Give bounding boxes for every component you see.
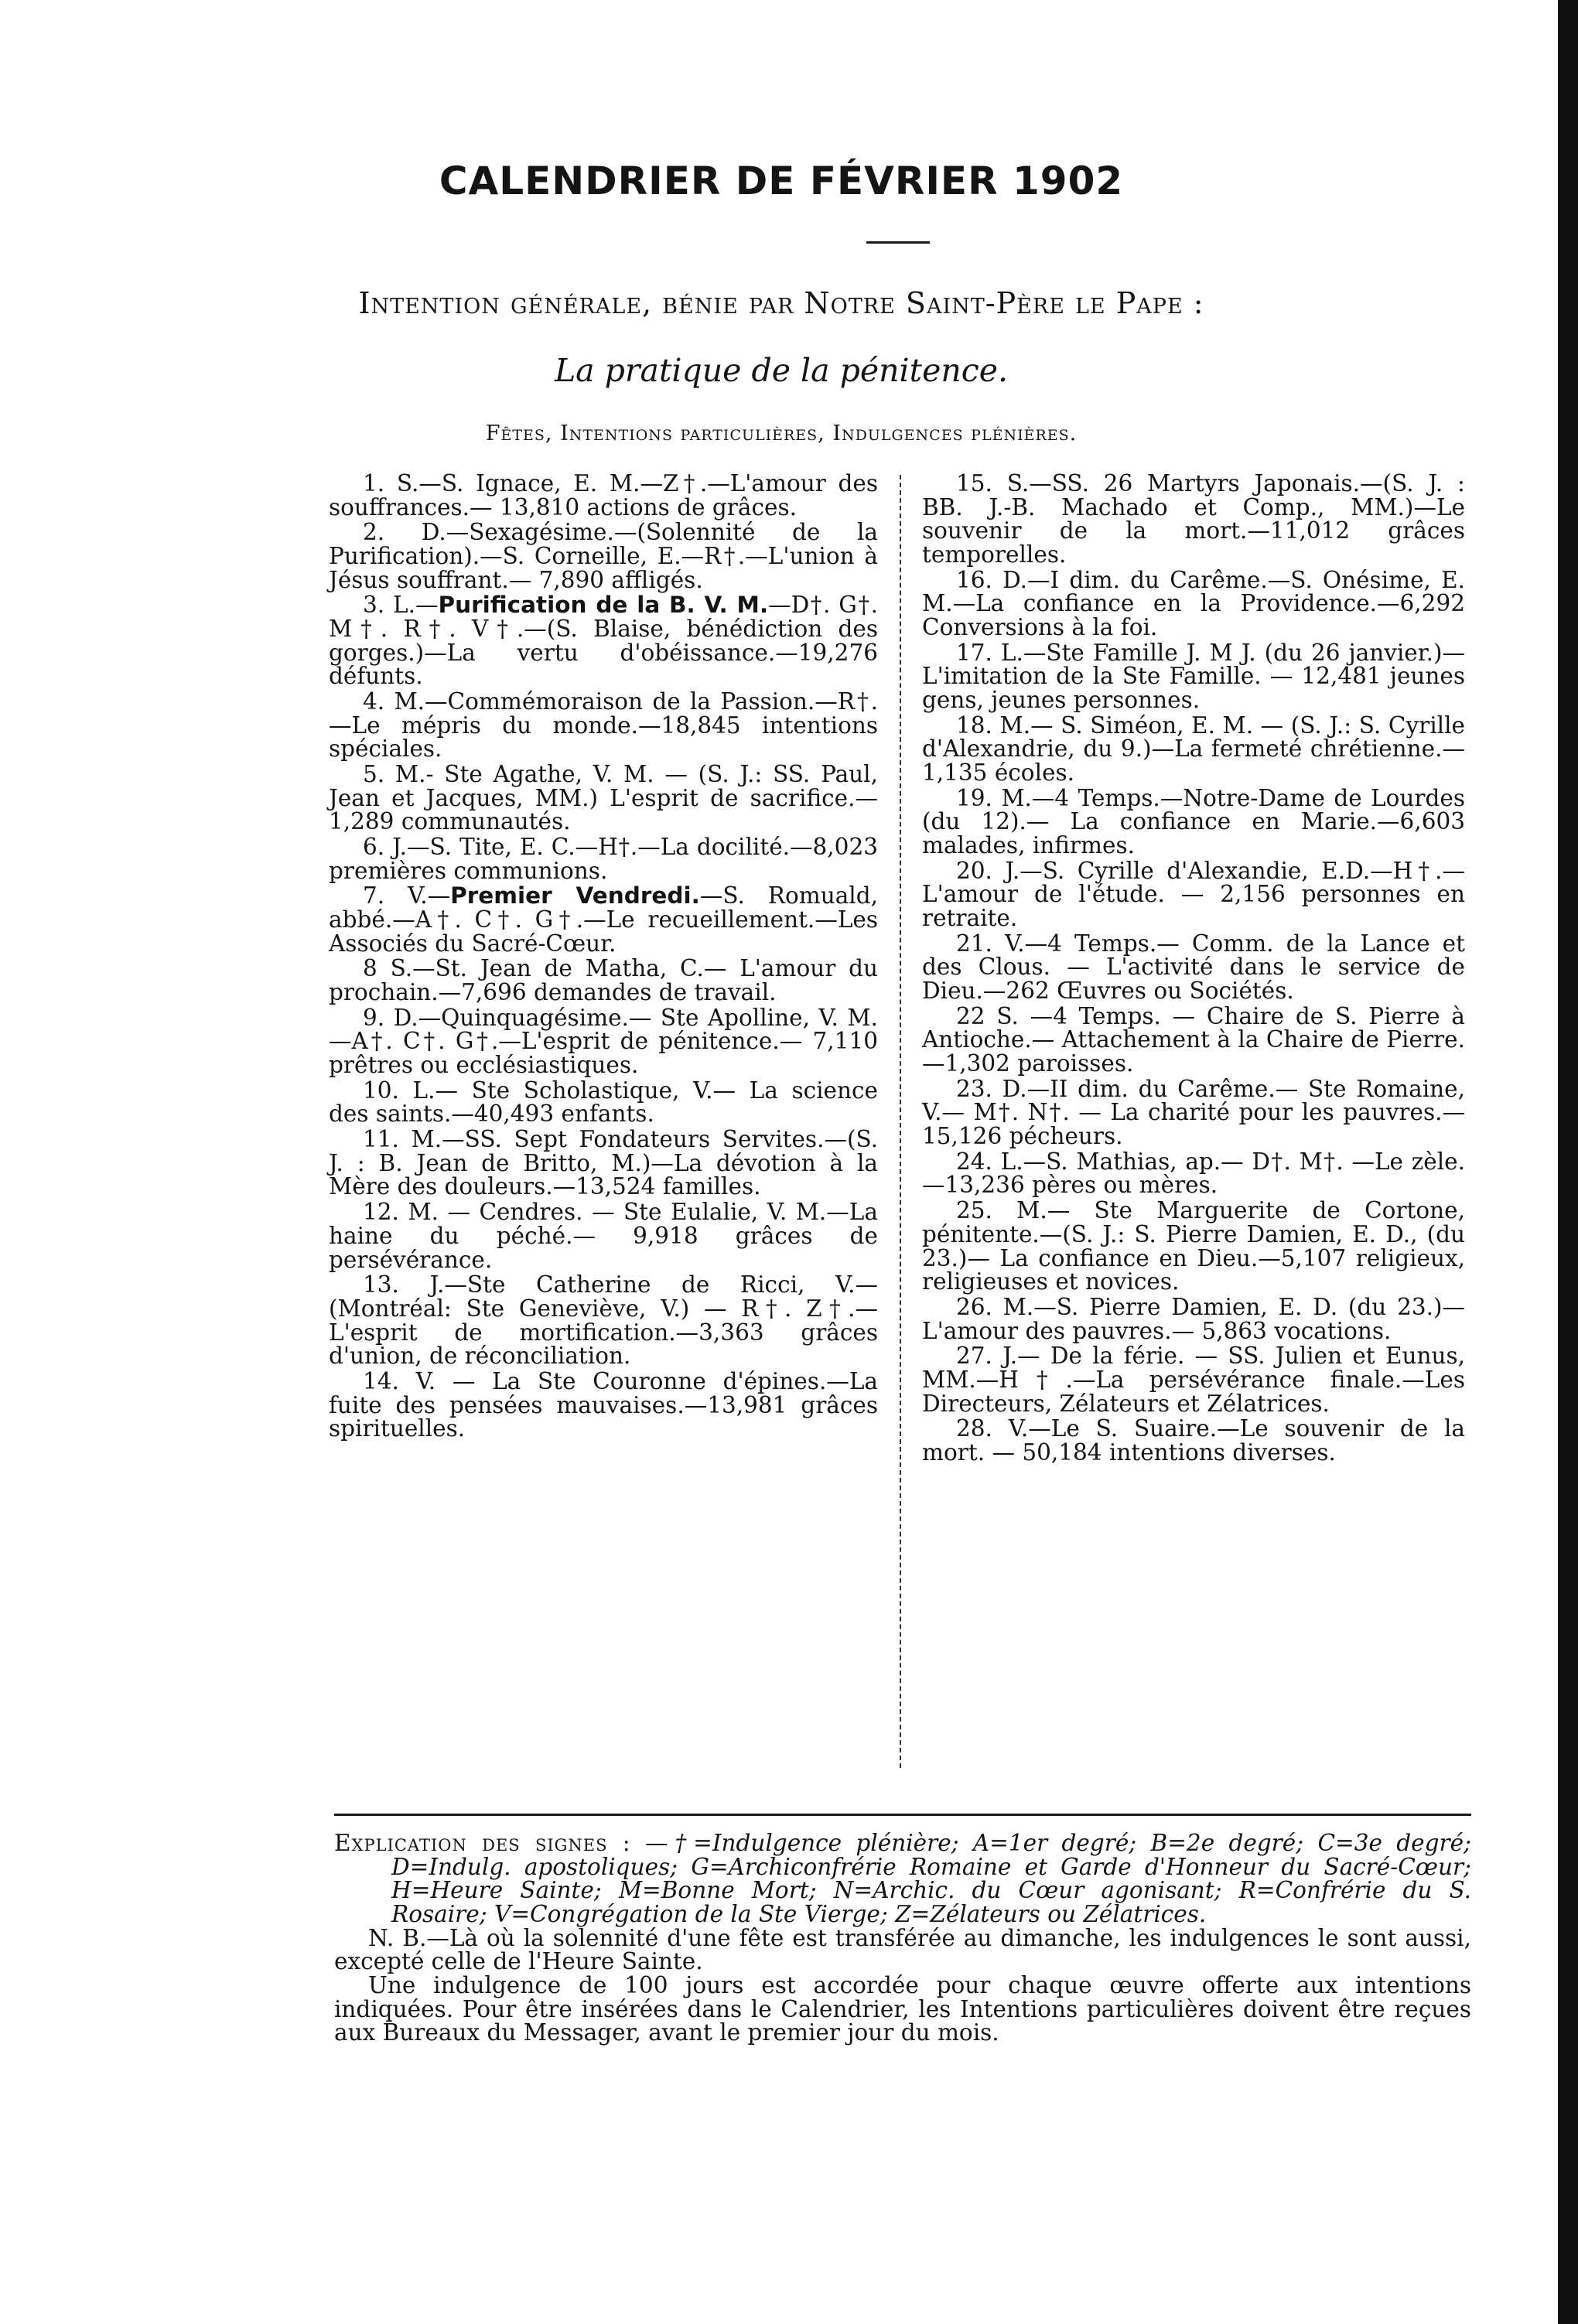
day-number: 7. xyxy=(363,882,385,909)
day-number: 3. xyxy=(363,592,385,619)
day-number: 5. xyxy=(363,761,385,788)
calendar-entry xyxy=(922,784,1465,859)
entry-text: L.— xyxy=(384,592,439,619)
signs-legend: —†=Indulgence plénière; A=1er degré; B=2e degré; C=3e degré; D=Indulg. apostoliques; G=Archiconfrérie Romaine et Garde d'Honneur du Sacré-Cœur; H=Heure Sainte; M=Bonne Mort; N=Archic. du Cœur agonisant; R=Confrérie du S. Rosaire; V=Congrégation de la Ste Vierge; Z=Zélateurs ou Zélatrices. xyxy=(391,1830,1471,1928)
day-number: 28. xyxy=(956,1415,992,1442)
calendar-entry xyxy=(922,1295,1465,1343)
entry-text-rest: —S. Romuald, abbé.—A†. C†. G†.—Le recueillement.—Les Associés du Sacré-Cœur. xyxy=(329,882,878,957)
day-number: 17. xyxy=(956,639,992,666)
entry-text: D.—II dim. du Carême.— Ste Romaine, V.— M†. N†. — La charité pour les pauvres.— 15,126 pécheurs. xyxy=(922,1075,1465,1150)
calendar-entry xyxy=(329,1128,878,1199)
calendar-entry xyxy=(329,957,878,1004)
calendar-entry xyxy=(329,1200,878,1271)
entry-text-rest: —D†. G†. M†. R†. V†.—(S. Blaise, bénédiction des gorges.)—La vertu d'obéissance.—19,276 défunts. xyxy=(329,592,878,690)
entry-text: V.—4 Temps.— Comm. de la Lance et des Clous. — L'activité dans le service de Dieu.—262 Œuvres ou Sociétés. xyxy=(922,930,1465,1005)
signs-heading: Explication des signes : xyxy=(334,1830,631,1856)
calendar-entry xyxy=(329,593,878,688)
day-number: 22 xyxy=(956,1002,985,1029)
calendar-entry xyxy=(329,884,878,955)
day-number: 23. xyxy=(956,1075,992,1102)
day-number: 20. xyxy=(956,857,992,884)
entry-text: S.—S. Ignace, E. M.—Z†.—L'amour des souffrances.— 13,810 actions de grâces. xyxy=(329,470,878,520)
entry-text: S.—SS. 26 Martyrs Japonais.—(S. J. : BB. J.-B. Machado et Comp., MM.)—Le souvenir de la mort.—11,012 grâces temporelles. xyxy=(922,470,1465,568)
entry-text: M.— S. Siméon, E. M. — (S. J.: S. Cyrille d'Alexandrie, du 9.)—La fermeté chrétienne.—1,135 écoles. xyxy=(922,712,1465,787)
calendar-entry xyxy=(922,1199,1465,1294)
general-intention-line: Intention générale, bénie par Notre Saint-Père le Pape : xyxy=(358,286,1204,320)
day-number: 6. xyxy=(363,834,385,861)
day-number: 12. xyxy=(363,1199,399,1226)
entry-text: M.—S. Pierre Damien, E. D. (du 23.)—L'amour des pauvres.— 5,863 vocations. xyxy=(922,1293,1465,1344)
calendar-column-right xyxy=(922,472,1465,1466)
calendar-entry xyxy=(922,472,1465,567)
calendar-entry xyxy=(922,1077,1465,1148)
entry-text: J.—S. Cyrille d'Alexandie, E.D.—H†.— L'amour de l'étude. — 2,156 personnes en retraite. xyxy=(922,857,1465,932)
entry-text: M. — Cendres. — Ste Eulalie, V. M.—La haine du péché.— 9,918 grâces de persévérance. xyxy=(329,1199,878,1273)
intention-subject: La pratique de la pénitence. xyxy=(554,352,1009,389)
calendar-entry xyxy=(329,835,878,882)
day-number: 26. xyxy=(956,1293,992,1320)
entry-text: V.— xyxy=(384,882,451,909)
entry-text: J.— De la férie. — SS. Julien et Eunus, MM.—H†.—La persévérance finale.—Les Directeurs, Zélateurs et Zélatrices. xyxy=(922,1343,1465,1417)
entry-text: M.—Commémoraison de la Passion.—R†.—Le mépris du monde.—18,845 intentions spéciales. xyxy=(329,688,878,763)
section-heading: Fêtes, Intentions particulières, Indulgences plénières. xyxy=(485,421,1078,445)
signs-paragraph xyxy=(334,1831,1471,1926)
calendar-entry xyxy=(329,1079,878,1126)
entry-text: M.—SS. Sept Fondateurs Servites.—(S. J. : B. Jean de Britto, M.)—La dévotion à la Mère des douleurs.—13,524 familles. xyxy=(329,1126,878,1200)
page-title: CALENDRIER DE FÉVRIER 1902 xyxy=(439,159,1124,203)
day-number: 10. xyxy=(363,1077,399,1104)
calendar-entry xyxy=(329,472,878,519)
entry-text: L.—S. Mathias, ap.— D†. M†. —Le zèle.—13,236 pères ou mères. xyxy=(922,1148,1465,1199)
entry-text: M.— Ste Marguerite de Cortone, pénitente.—(S. J.: S. Pierre Damien, E. D., (du 23.)— La confiance en Dieu.—5,107 religieux, religieuses et novices. xyxy=(922,1197,1465,1295)
calendar-entry xyxy=(329,1006,878,1077)
entry-text: J.—S. Tite, E. C.—H†.—La docilité.—8,023 premières communions. xyxy=(329,834,878,884)
calendar-entry xyxy=(329,690,878,761)
day-number: 9. xyxy=(363,1004,385,1031)
title-divider xyxy=(866,241,930,244)
calendar-entry xyxy=(329,1367,878,1442)
calendar-entry xyxy=(922,932,1465,1003)
calendar-column-left xyxy=(329,472,878,1442)
calendar-entry xyxy=(329,763,878,834)
nb-note: N. B.—Là où la solennité d'une fête est transférée au dimanche, les indulgences le sont aussi, excepté celle de l'Heure Sainte. xyxy=(334,1924,1471,1975)
column-divider xyxy=(900,475,901,1768)
entry-text: D.—I dim. du Carême.—S. Onésime, E. M.—La confiance en la Providence.—6,292 Conversions à la foi. xyxy=(922,566,1465,641)
calendar-entry xyxy=(922,1150,1465,1197)
day-number: 1. xyxy=(363,470,385,497)
calendar-entry xyxy=(922,641,1465,712)
calendar-entry xyxy=(922,1417,1465,1464)
entry-text: S.—St. Jean de Matha, C.— L'amour du prochain.—7,696 demandes de travail. xyxy=(329,955,878,1006)
feast-name: Premier Vendredi. xyxy=(450,882,700,909)
day-number: 13. xyxy=(363,1271,399,1299)
day-number: 15. xyxy=(956,470,992,497)
entry-text: D.—Quinquagésime.— Ste Apolline, V. M.—A†. C†. G†.—L'esprit de pénitence.— 7,110 prêtres ou ecclésiastiques. xyxy=(329,1004,878,1079)
calendar-entry xyxy=(922,1344,1465,1415)
entry-text: L.— Ste Scholastique, V.— La science des saints.—40,493 enfants. xyxy=(329,1077,878,1128)
page-edge-shadow xyxy=(1558,0,1578,2324)
entry-text: M.- Ste Agathe, V. M. — (S. J.: SS. Paul, Jean et Jacques, MM.) L'esprit de sacrifice.— 1,289 communautés. xyxy=(329,761,878,835)
entry-text: L.—Ste Famille J. M J. (du 26 janvier.)—L'imitation de la Ste Famille. — 12,481 jeunes gens, jeunes personnes. xyxy=(922,639,1465,714)
day-number: 8 xyxy=(363,955,377,982)
day-number: 19. xyxy=(956,784,992,811)
entry-text: D.—Sexagésime.—(Solennité de la Purification).—S. Corneille, E.—R†.—L'union à Jésus souffrant.— 7,890 affligés. xyxy=(329,519,878,593)
calendar-entry xyxy=(329,520,878,592)
entry-text: J.—Ste Catherine de Ricci, V.—(Montréal: Ste Geneviève, V.) — R†. Z†.— L'esprit de mortification.—3,363 grâces d'union, de réconciliation. xyxy=(329,1271,878,1370)
calendar-entry xyxy=(922,714,1465,785)
day-number: 11. xyxy=(363,1126,399,1153)
day-number: 27. xyxy=(956,1343,992,1370)
calendar-entry xyxy=(329,1273,878,1368)
day-number: 18. xyxy=(956,712,992,739)
entry-text: S. —4 Temps. — Chaire de S. Pierre à Antioche.— Attachement à la Chaire de Pierre.—1,302 paroisses. xyxy=(922,1002,1465,1077)
day-number: 16. xyxy=(956,566,992,593)
feast-name: Purification de la B. V. M. xyxy=(438,592,769,619)
day-number: 14. xyxy=(363,1367,399,1394)
calendar-entry xyxy=(922,568,1465,640)
day-number: 4. xyxy=(363,688,385,715)
day-number: 25. xyxy=(956,1197,992,1224)
day-number: 2. xyxy=(363,519,385,546)
entry-text: M.—4 Temps.—Notre-Dame de Lourdes (du 12).— La confiance en Marie.—6,603 malades, infirmes. xyxy=(922,784,1465,859)
explanation-divider xyxy=(334,1814,1471,1816)
calendar-entry xyxy=(922,1002,1465,1077)
day-number: 24. xyxy=(956,1148,992,1175)
calendar-entry xyxy=(922,859,1465,930)
indulgence-note: Une indulgence de 100 jours est accordée pour chaque œuvre offerte aux intentions indiquées. Pour être insérées dans le Calendrier, les Intentions particulières doivent être reçues aux Bureaux du Messager, avant le premier jour du mois. xyxy=(334,1972,1471,2046)
entry-text: V.—Le S. Suaire.—Le souvenir de la mort. — 50,184 intentions diverses. xyxy=(922,1415,1465,1466)
entry-text: V. — La Ste Couronne d'épines.—La fuite des pensées mauvaises.—13,981 grâces spirituelles. xyxy=(329,1367,878,1442)
day-number: 21. xyxy=(956,930,992,957)
explanation-block xyxy=(334,1831,1471,2045)
